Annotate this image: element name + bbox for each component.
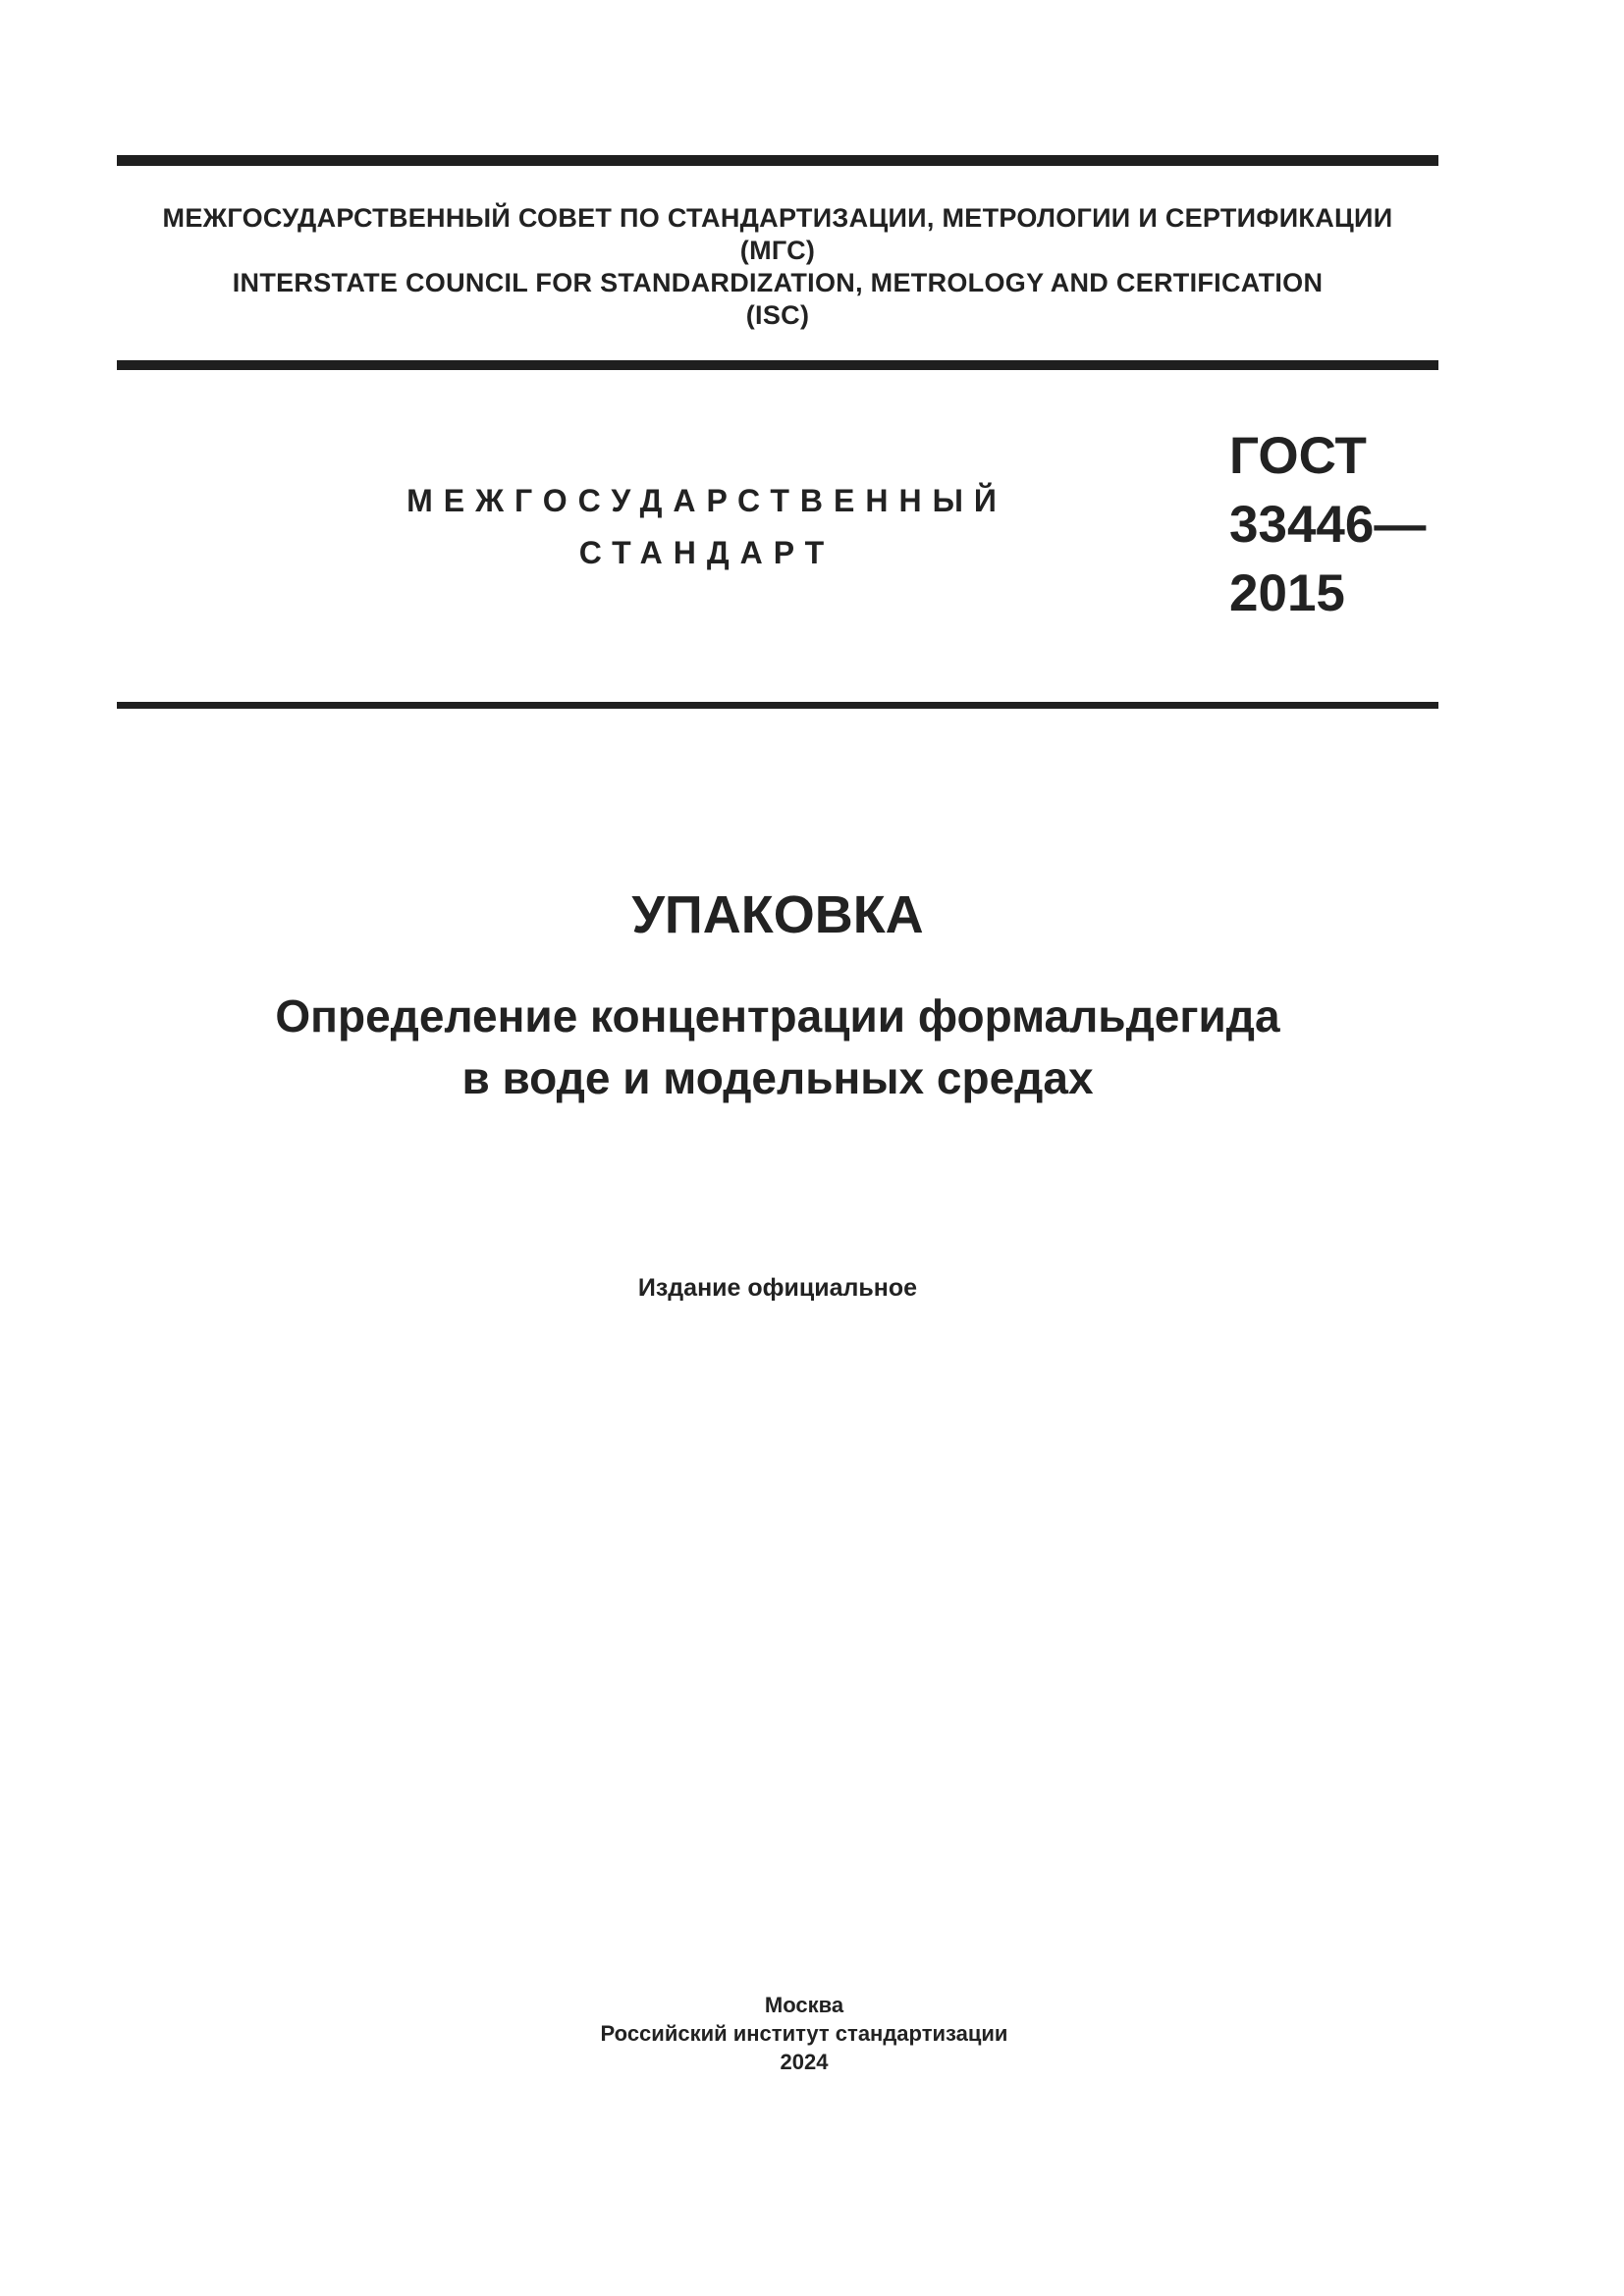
edition-note: Издание официальное (637, 1274, 918, 1302)
council-header (117, 202, 1438, 332)
imprint-city: Москва (764, 1993, 844, 2017)
standard-kind-line2: СТАНДАРТ (578, 535, 836, 570)
subtitle-line1: Определение концентрации формальдегида (275, 990, 1280, 1041)
council-name-en: INTERSTATE COUNCIL FOR STANDARDIZATION, METROLOGY AND CERTIFICATION (232, 268, 1324, 297)
council-abbr-ru: (МГС) (739, 236, 816, 265)
standard-kind-line1: МЕЖГОСУДАРСТВЕННЫЙ (406, 483, 1007, 518)
standard-designation (1229, 422, 1426, 628)
council-name-ru: МЕЖГОСУДАРСТВЕННЫЙ СОВЕТ ПО СТАНДАРТИЗАЦИИ, МЕТРОЛОГИИ И СЕРТИФИКАЦИИ (162, 203, 1393, 233)
designation-number: 33446— (1229, 496, 1427, 554)
subtitle-line2: в воде и модельных средах (461, 1052, 1094, 1103)
council-abbr-en: (ISC) (745, 300, 810, 330)
header-rule (117, 360, 1438, 370)
document-subtitle (117, 986, 1438, 1109)
top-rule (117, 155, 1438, 166)
imprint (117, 1991, 1491, 2076)
designation-year: 2015 (1229, 564, 1345, 622)
designation-prefix: ГОСТ (1229, 427, 1367, 485)
title-block-rule (117, 702, 1438, 709)
standard-kind (196, 475, 1218, 579)
imprint-publisher: Российский институт стандартизации (600, 2021, 1008, 2046)
imprint-year: 2024 (780, 2050, 829, 2074)
document-title: УПАКОВКА (631, 885, 924, 944)
